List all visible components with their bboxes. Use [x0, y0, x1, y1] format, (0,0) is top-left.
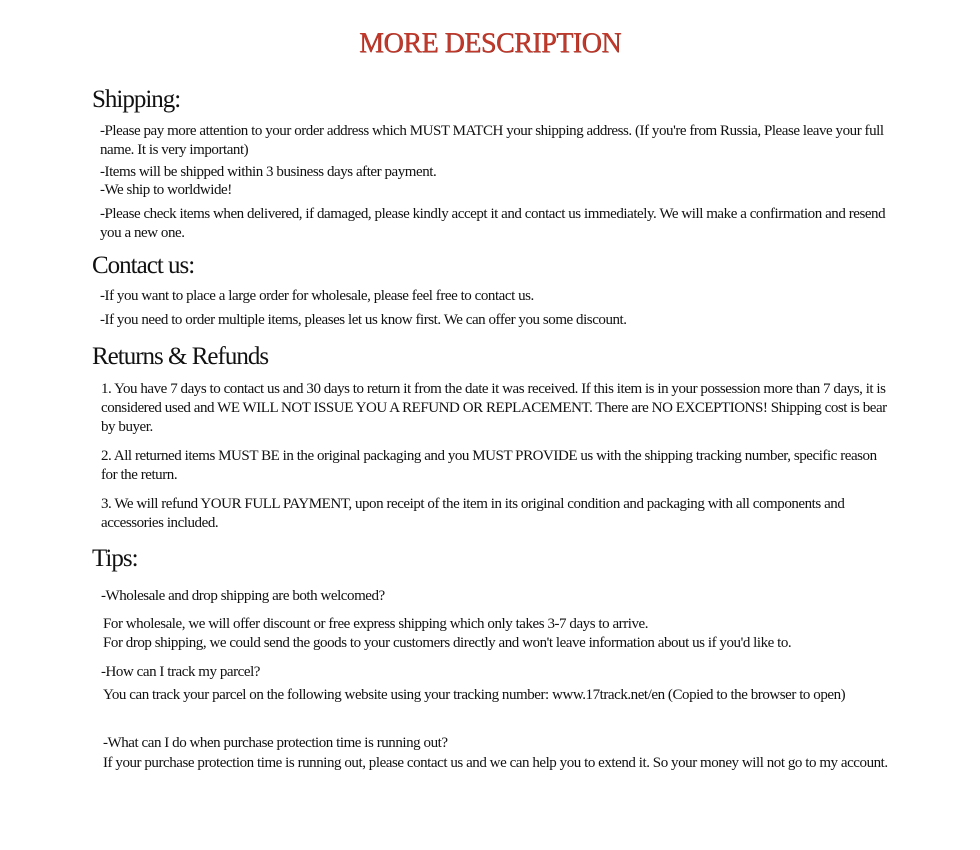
shipping-paragraph-damage: -Please check items when delivered, if damaged, please kindly accept it and contact us immediately. We will make a confirmation and resend you a new one.: [100, 206, 886, 241]
contact-heading: Contact us:: [92, 252, 195, 279]
tips-question-tracking: -How can I track my parcel?: [101, 664, 261, 680]
returns-paragraph-1: 1. You have 7 days to contact us and 30 days to return it from the date it was received. If this item is in your possession more than 7 days, it is considered used and WE WILL NOT ISSUE YOU A REFUND OR REPLACEMENT. There are NO EXCEPTIONS! Shipping cost is bear by buyer.: [101, 381, 887, 435]
tips-answer-wholesale: For wholesale, we will offer discount or free express shipping which only takes 3-7 days to arrive.: [103, 616, 649, 632]
shipping-paragraph-dispatch: -Items will be shipped within 3 business days after payment.: [100, 164, 437, 180]
shipping-paragraph-address: -Please pay more attention to your order address which MUST MATCH your shipping address. (If you're from Russia, Please leave your full name. It is very important): [100, 123, 884, 158]
tips-heading: Tips:: [92, 545, 138, 572]
tips-answer-tracking: You can track your parcel on the following website using your tracking number: www.17track.net/en (Copied to the browser to open): [103, 687, 846, 703]
tips-answer-protection: If your purchase protection time is running out, please contact us and we can help you to extend it. So your money will not go to my account.: [103, 755, 888, 771]
contact-paragraph-wholesale: -If you want to place a large order for wholesale, please feel free to contact us.: [100, 288, 534, 304]
tips-question-wholesale: -Wholesale and drop shipping are both welcomed?: [101, 588, 385, 604]
returns-paragraph-3: 3. We will refund YOUR FULL PAYMENT, upon receipt of the item in its original condition and packaging with all components and accessories included.: [101, 496, 845, 531]
returns-heading: Returns & Refunds: [92, 343, 269, 370]
tips-question-protection: -What can I do when purchase protection time is running out?: [103, 735, 448, 751]
shipping-paragraph-worldwide: -We ship to worldwide!: [100, 182, 232, 198]
tips-answer-dropshipping: For drop shipping, we could send the goods to your customers directly and won't leave information about us if you'd like to.: [103, 635, 792, 651]
page-title: MORE DESCRIPTION: [359, 28, 621, 59]
contact-paragraph-multiple: -If you need to order multiple items, pleases let us know first. We can offer you some discount.: [100, 312, 627, 328]
shipping-heading: Shipping:: [92, 86, 181, 113]
returns-paragraph-2: 2. All returned items MUST BE in the original packaging and you MUST PROVIDE us with the shipping tracking number, specific reason for the return.: [101, 448, 877, 483]
